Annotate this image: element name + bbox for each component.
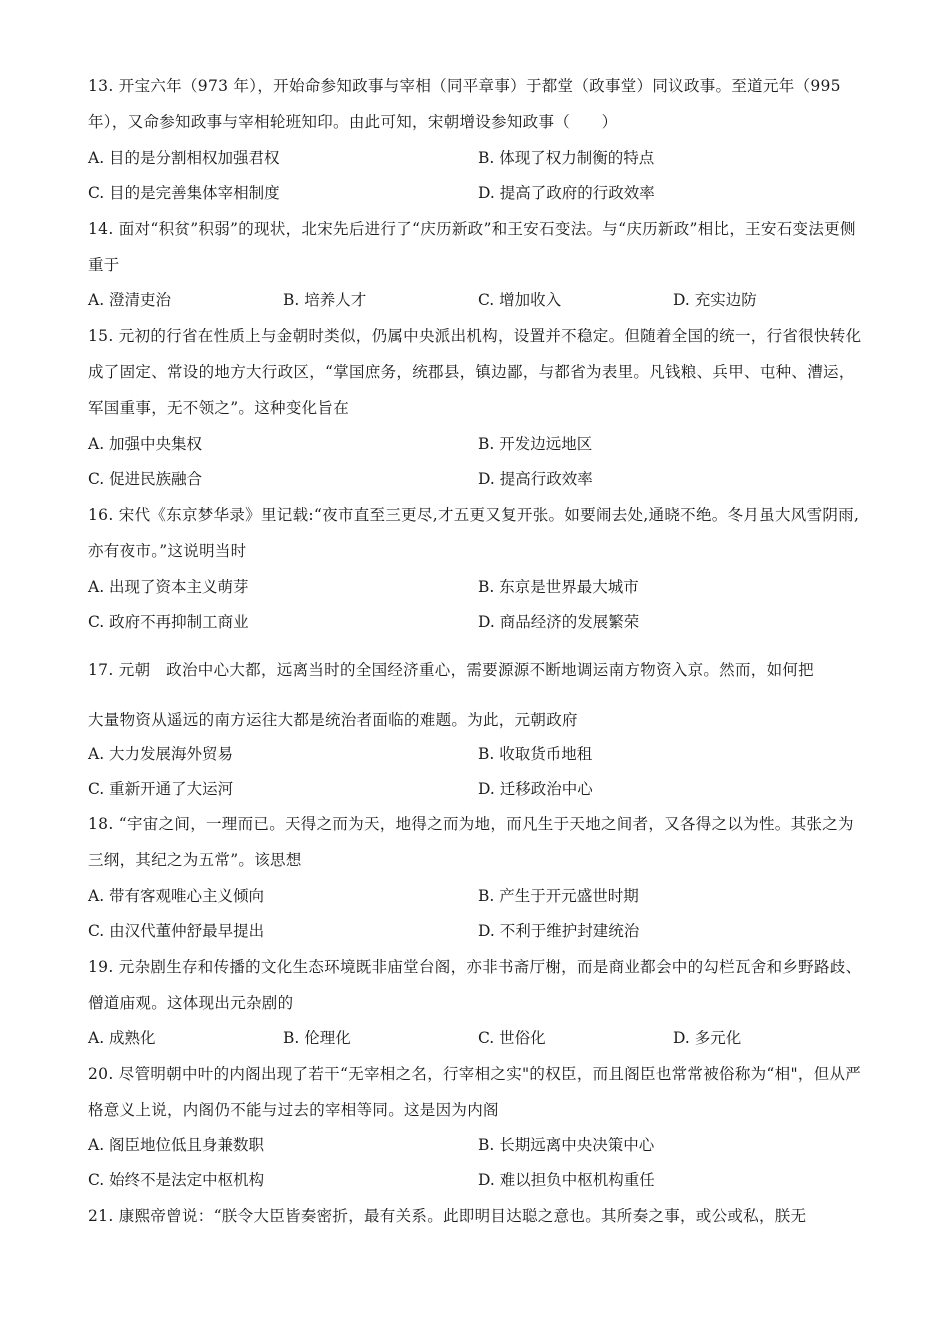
question-stem: 15. 元初的行省在性质上与金朝时类似，仍属中央派出机构，设置并不稳定。但随着全国的统一，行省很快转化成了固定、常设的地方大行政区，“掌国庶务，统郡县，镇边鄙，与都省为表里。凡钱粮、兵甲、屯种、漕运，军国重事，无不领之”。这种变化旨在 [88,327,862,417]
question-19 [88,949,868,1021]
option-b: B. 收取货币地租 [478,745,593,763]
options-row [88,739,868,769]
option-a: A. 出现了资本主义萌芽 [88,578,249,596]
options-row [88,143,868,173]
options-row [88,572,868,602]
question-20 [88,1056,868,1128]
option-a: A. 带有客观唯心主义倾向 [88,887,265,905]
option-a: A. 阁臣地位低且身兼数职 [88,1136,265,1154]
options-row [88,1165,868,1195]
question-21 [88,1198,868,1234]
question-stem: 21. 康熙帝曾说：“朕令大臣皆奏密折，最有关系。此即明目达聪之意也。其所奏之事，或公或私，朕无 [88,1207,807,1225]
question-17-cont [88,702,868,738]
options-row [88,881,868,911]
option-b: B. 产生于开元盛世时期 [478,887,639,905]
option-d: D. 难以担负中枢机构重任 [478,1171,655,1189]
question-stem: 13. 开宝六年（973 年），开始命参知政事与宰相（同平章事）于都堂（政事堂）同议政事。至道元年（995 年），又命参知政事与宰相轮班知印。由此可知，宋朝增设参知政事（ ） [88,77,841,131]
options-row [88,916,868,946]
option-a: A. 目的是分割相权加强君权 [88,149,280,167]
question-13 [88,68,868,140]
options-row [88,774,868,804]
option-d: D. 商品经济的发展繁荣 [478,613,640,631]
options-row [88,178,868,208]
option-d: D. 迁移政治中心 [478,780,593,798]
option-b: B. 体现了权力制衡的特点 [478,149,655,167]
option-a: A. 成熟化 [88,1029,156,1047]
options-row [88,1023,868,1053]
option-b: B. 开发边远地区 [478,435,593,453]
option-c: C. 促进民族融合 [88,470,203,488]
option-c: C. 目的是完善集体宰相制度 [88,184,280,202]
question-18 [88,806,868,878]
option-a: A. 澄清吏治 [88,291,172,309]
question-15 [88,318,868,426]
option-b: B. 东京是世界最大城市 [478,578,639,596]
option-d: D. 提高行政效率 [478,470,593,488]
option-b: B. 伦理化 [283,1029,351,1047]
question-stem: 18. “宇宙之间，一理而已。天得之而为天，地得之而为地，而凡生于天地之间者，又各得之以为性。其张之为三纲，其纪之为五常”。该思想 [88,815,854,869]
question-stem-line: 17. 元朝 政治中心大都，远离当时的全国经济重心，需要源源不断地调运南方物资入京。然而，如何把 [88,661,814,679]
option-c: C. 政府不再抑制工商业 [88,613,249,631]
question-stem: 14. 面对“积贫”积弱”的现状，北宋先后进行了“庆历新政”和王安石变法。与“庆历新政”相比，王安石变法更侧重于 [88,220,856,274]
option-a: A. 加强中央集权 [88,435,203,453]
option-a: A. 大力发展海外贸易 [88,745,234,763]
question-16 [88,497,868,569]
options-row [88,607,868,637]
option-c: C. 始终不是法定中枢机构 [88,1171,265,1189]
option-d: D. 多元化 [673,1029,742,1047]
option-b: B. 培养人才 [283,291,367,309]
options-row [88,464,868,494]
option-c: C. 重新开通了大运河 [88,780,234,798]
option-c: C. 由汉代董仲舒最早提出 [88,922,265,940]
option-c: C. 增加收入 [478,291,562,309]
options-row [88,285,868,315]
option-c: C. 世俗化 [478,1029,546,1047]
option-d: D. 提高了政府的行政效率 [478,184,655,202]
question-stem: 16. 宋代《东京梦华录》里记载:“夜市直至三更尽,才五更又复开张。如要闹去处,通晓不绝。冬月虽大风雪阴雨,亦有夜市。”这说明当时 [88,506,860,560]
options-row [88,429,868,459]
question-14 [88,211,868,283]
question-17 [88,652,868,688]
question-stem-line: 大量物资从遥远的南方运往大都是统治者面临的难题。为此，元朝政府 [88,711,578,729]
options-row [88,1130,868,1160]
option-d: D. 不利于维护封建统治 [478,922,640,940]
question-stem: 19. 元杂剧生存和传播的文化生态环境既非庙堂台阁，亦非书斋厅榭，而是商业都会中的勾栏瓦舍和乡野路歧、僧道庙观。这体现出元杂剧的 [88,958,862,1012]
option-d: D. 充实边防 [673,291,757,309]
option-b: B. 长期远离中央决策中心 [478,1136,655,1154]
question-stem: 20. 尽管明朝中叶的内阁出现了若干“无宰相之名，行宰相之实"的权臣，而且阁臣也常常被俗称为“相"，但从严格意义上说，内阁仍不能与过去的宰相等同。这是因为内阁 [88,1065,862,1119]
